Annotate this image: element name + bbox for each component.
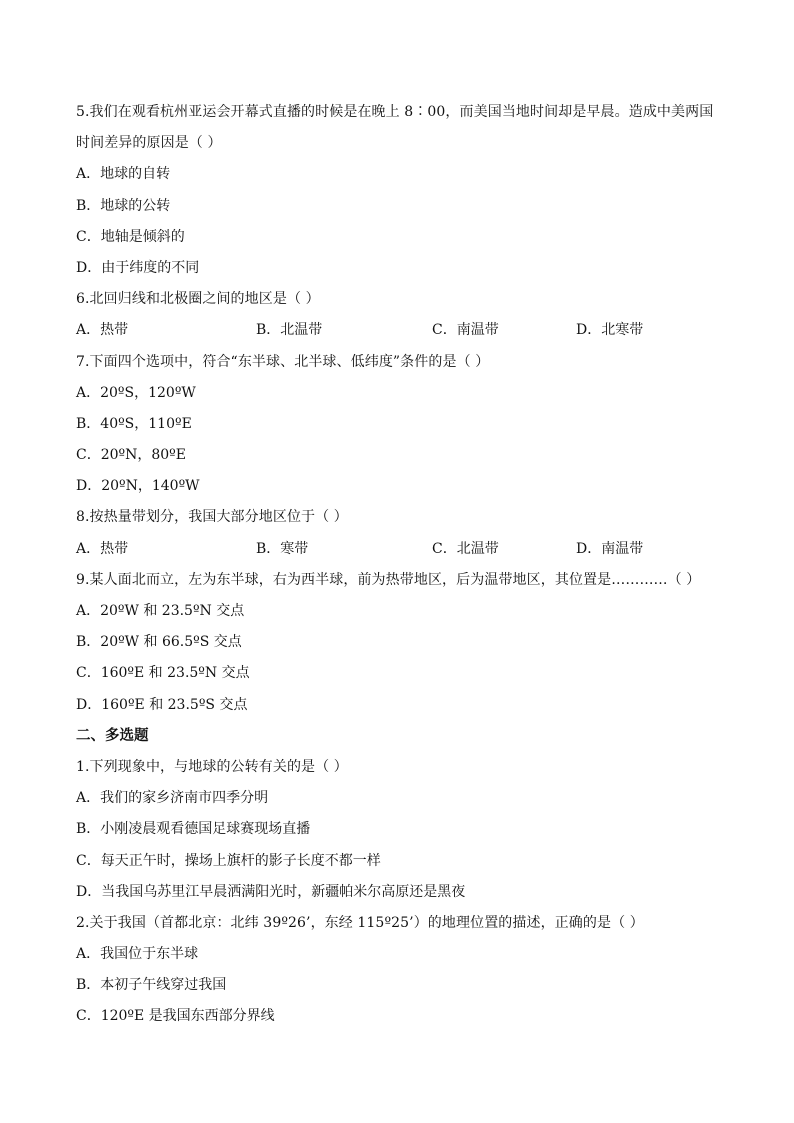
m1-option-a: A．我们的家乡济南市四季分明 xyxy=(76,790,269,807)
section-heading: 二、多选题 xyxy=(76,727,149,744)
m1-stem: 1.下列现象中，与地球的公转有关的是（ ） xyxy=(76,758,348,775)
q7-option-b: B．40ºS，110ºE xyxy=(76,415,192,432)
m1-option-d: D．当我国乌苏里江早晨洒满阳光时，新疆帕米尔高原还是黑夜 xyxy=(76,883,466,900)
m1-option-c: C．每天正午时，操场上旗杆的影子长度不都一样 xyxy=(76,852,381,869)
q7-option-d: D．20ºN，140ºW xyxy=(76,478,200,495)
q8-stem: 8.按热量带划分，我国大部分地区位于（ ） xyxy=(76,509,348,526)
q8-option-b: B．寒带 xyxy=(256,540,309,557)
q6-option-b: B．北温带 xyxy=(256,322,323,339)
q9-option-a: A．20ºW 和 23.5ºN 交点 xyxy=(76,603,245,619)
m2-option-b: B．本初子午线穿过我国 xyxy=(76,977,227,994)
q5-option-d: D．由于纬度的不同 xyxy=(76,259,200,276)
q8-options-row xyxy=(76,534,726,565)
q8-option-d: D．南温带 xyxy=(576,540,644,557)
q7-option-a: A．20ºS，120ºW xyxy=(76,384,196,401)
q8-option-c: C．北温带 xyxy=(432,540,499,557)
q9-option-b: B．20ºW 和 66.5ºS 交点 xyxy=(76,634,242,651)
q9-stem: 9.某人面北而立，左为东半球，右为西半球，前为热带地区，后为温带地区，其位置是…………（ ） xyxy=(76,571,701,588)
worksheet-page xyxy=(76,97,726,1033)
q5-stem-line2: 时间差异的原因是（ ） xyxy=(76,135,222,152)
q6-options-row xyxy=(76,315,726,346)
q6-stem: 6.北回归线和北极圈之间的地区是（ ） xyxy=(76,291,320,308)
q6-option-a: A．热带 xyxy=(76,322,129,339)
m2-stem: 2.关于我国（首都北京：北纬 39º26’，东经 115º25’）的地理位置的描述，正确的是（ ） xyxy=(76,914,644,931)
q7-option-c: C．20ºN，80ºE xyxy=(76,447,186,464)
q7-stem: 7.下面四个选项中，符合“东半球、北半球、低纬度”条件的是（ ） xyxy=(76,353,490,370)
q5-option-c: C．地轴是倾斜的 xyxy=(76,228,185,245)
q9-option-d: D．160ºE 和 23.5ºS 交点 xyxy=(76,696,248,713)
q8-option-a: A．热带 xyxy=(76,540,129,557)
q6-option-d: D．北寒带 xyxy=(576,322,644,339)
q6-option-c: C．南温带 xyxy=(432,322,499,339)
m2-option-a: A．我国位于东半球 xyxy=(76,946,199,963)
q5-stem-line1: 5.我们在观看杭州亚运会开幕式直播的时候是在晚上 8∶00，而美国当地时间却是早晨。造成中美两国 xyxy=(76,104,714,120)
m2-option-c: C．120ºE 是我国东西部分界线 xyxy=(76,1008,275,1025)
m1-option-b: B．小刚凌晨观看德国足球赛现场直播 xyxy=(76,821,311,838)
q9-option-c: C．160ºE 和 23.5ºN 交点 xyxy=(76,665,250,682)
q5-option-b: B．地球的公转 xyxy=(76,197,171,214)
q5-option-a: A．地球的自转 xyxy=(76,166,171,183)
